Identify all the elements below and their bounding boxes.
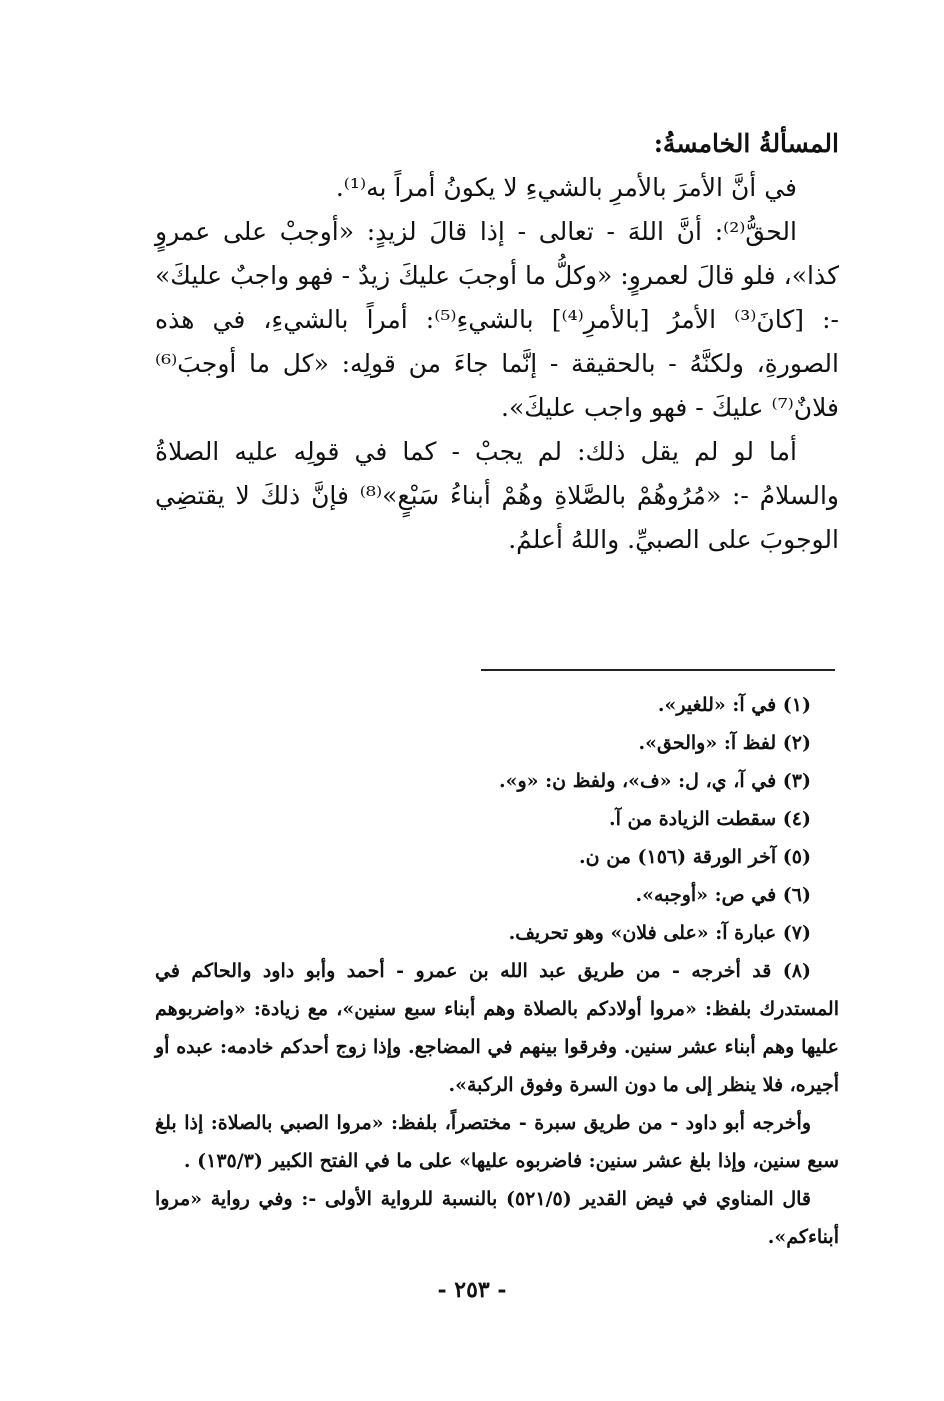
footnote-separator bbox=[481, 669, 835, 671]
page-number: - ٢٥٣ - bbox=[437, 1277, 507, 1303]
main-text bbox=[155, 122, 839, 562]
footnote-continuation: قال المناوي في فيض القدير (٥٢١/٥) بالنسبة للرواية الأولى -: وفي رواية «مروا أبناءكم». bbox=[155, 1188, 839, 1248]
section-heading: المسألةُ الخامسةُ: bbox=[653, 129, 839, 158]
body-paragraph: في أنَّ الأمرَ بالأمرِ بالشيءِ لا يكونُ أمراً به⁽¹⁾. bbox=[335, 173, 797, 202]
footnote: (٧) عبارة آ: «على فلان» وهو تحريف. bbox=[508, 922, 811, 944]
footnote: (٤) سقطت الزيادة من آ. bbox=[608, 808, 811, 830]
footnote: (٣) في آ، ي، ل: «ف»، ولفظ ن: «و». bbox=[499, 770, 811, 792]
body-paragraph: الحقُّ⁽²⁾: أنَّ اللهَ - تعالى - إذا قالَ لزيدٍ: «أوجبْ على عمروٍ كذا»، فلو قالَ لعمروٍ: «وكلُّ ما أوجبَ عليكَ زيدٌ - فهو واجبٌ عليكَ» -: [كانَ⁽³⁾ الأمرُ [بالأمرِ⁽⁴⁾] بالشيءِ⁽⁵⁾: أمراً بالشيءِ، في هذه الصورةِ، ولكنَّهُ - بالحقيقة - إنَّما جاءَ من قولِه: «كل ما أوجبَ⁽⁶⁾ فلانٌ⁽⁷⁾ عليكَ - فهو واجب عليكَ». bbox=[155, 217, 840, 422]
footnote: (٢) لفظ آ: «والحق». bbox=[638, 732, 811, 754]
footnote: (٨) قد أخرجه - من طريق عبد الله بن عمرو - أحمد وأبو داود والحاكم في المستدرك بلفظ: «مروا أولادكم بالصلاة وهم أبناء سبع سنين»، مع زيادة: «واضربوهم عليها وهم أبناء عشر سنين. وفرقوا بينهم في المضاجع. وإذا زوج أحدكم خادمه: عبده أو أجيره، فلا ينظر إلى ما دون السرة وفوق الركبة». bbox=[155, 960, 839, 1096]
body-paragraph: أما لو لم يقل ذلك: لم يجبْ - كما في قولِه عليه الصلاةُ والسلامُ -: «مُرُوهُمْ بالصَّلاةِ وهُمْ أبناءُ سَبْعٍ»⁽⁸⁾ فإنَّ ذلكَ لا يقتضِي الوجوبَ على الصبيِّ. واللهُ أعلمُ. bbox=[155, 437, 839, 554]
footnote: (٦) في ص: «أوجبه». bbox=[635, 884, 811, 906]
footnote: (٥) آخر الورقة (١٥٦) من ن. bbox=[579, 846, 811, 868]
footnote-continuation: وأخرجه أبو داود - من طريق سبرة - مختصراً، بلفظ: «مروا الصبي بالصلاة: إذا بلغ سبع سنين، وإذا بلغ عشر سنين: فاضربوه عليها» على ما في الفتح الكبير (١٣٥/٣) . bbox=[155, 1112, 839, 1172]
footnote: (١) في آ: «للغير». bbox=[657, 694, 811, 716]
footnotes bbox=[155, 686, 839, 1256]
